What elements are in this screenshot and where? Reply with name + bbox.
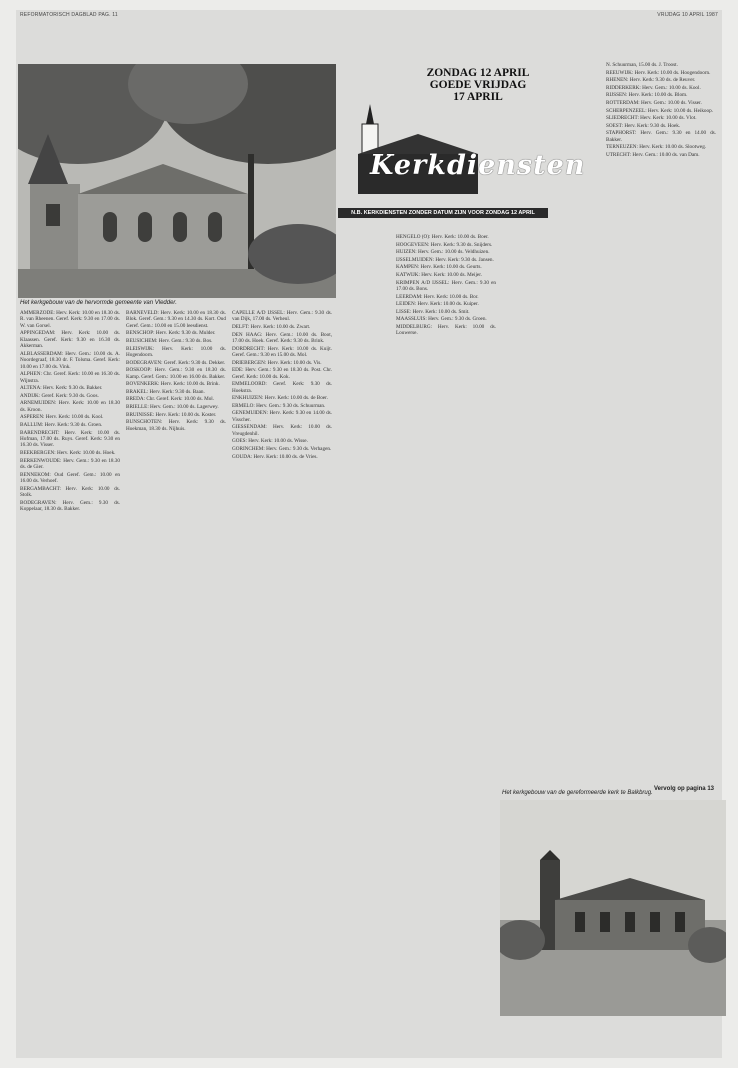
listing-entry: ERMELO: Herv. Gem.: 9.30 ds. Schuurman. <box>232 402 326 409</box>
listing-entry: HENGELO (O): Herv. Kerk: 10.00 ds. Boer. <box>396 234 489 240</box>
page-header-date: VRIJDAG 10 APRIL 1987 <box>657 12 718 18</box>
listing-entry: BARNEVELD: Herv. Kerk: 10.00 en 18.30 ds. Blok. Geref. Gem.: 9.30 en 14.30 ds. Kort. Oud Geref. Gem.: 10.00 en 15.00 leesdienst. <box>126 310 226 329</box>
kerkdiensten-masthead <box>338 62 586 230</box>
listing-entry: MAASSLUIS: Herv. Gem.: 9.30 ds. Groen. <box>396 316 487 323</box>
listing-entry: BENNEKOM: Oud Geref. Gem.: 10.00 en 16.00 ds. Verhoef. <box>20 471 120 484</box>
listing-entry: BARENDRECHT: Herv. Kerk: 10.00 ds. Hofman, 17.00 ds. Ruys. Geref. Kerk: 9.30 en 16.30 ds. Visser. <box>20 429 120 449</box>
listing-entry: BENSCHOP: Herv. Kerk: 9.30 ds. Mulder. <box>126 330 216 337</box>
listing-entry: SLIEDRECHT: Herv. Kerk: 10.00 ds. Vlot. <box>606 115 697 122</box>
listing-entry: GENEMUIDEN: Herv. Kerk: 9.30 en 14.00 ds. Visscher. <box>232 410 332 423</box>
listing-entry: SOEST: Herv. Kerk: 9.30 ds. Hoek. <box>606 122 681 129</box>
listing-entry: BALLUM: Herv. Kerk: 9.30 ds. Groen. <box>20 422 103 428</box>
listing-entry: STAPHORST: Herv. Gem.: 9.30 en 14.00 ds. Bakker. <box>606 130 716 143</box>
listing-entry: RIDDERKERK: Herv. Gem.: 10.00 ds. Kool. <box>606 84 701 91</box>
date-line-2: GOEDE VRIJDAG <box>429 79 527 91</box>
listing-entry: BODEGRAVEN: Geref. Kerk: 9.30 ds. Dekker. <box>126 359 226 366</box>
listing-entry: DORDRECHT: Herv. Kerk: 10.00 ds. Kuijt. Geref. Gem.: 9.30 en 15.00 ds. Mol. <box>232 345 332 358</box>
listing-entry: EMMELOORD: Geref. Kerk: 9.30 ds. Hoekstra. <box>232 381 332 394</box>
listing-entry: N. Schuurman, 15.00 ds. J. Troost. <box>606 62 678 68</box>
listing-entry: CAPELLE A/D IJSSEL: Herv. Gem.: 9.30 ds. van Dijk, 17.00 ds. Verheul. <box>232 310 332 323</box>
church-photo-balkbrug-image <box>500 800 726 1016</box>
listing-entry: KRIMPEN A/D IJSSEL: Herv. Gem.: 9.30 en 17.00 ds. Bons. <box>396 279 496 292</box>
listing-entry: GOUDA: Herv. Kerk: 10.00 ds. de Vries. <box>232 453 318 460</box>
listing-column-4 <box>396 234 496 1050</box>
listing-entry: ARNEMUIDEN: Herv. Kerk: 10.00 en 18.30 ds. Kroon. <box>20 400 120 413</box>
listing-column-5 <box>606 62 716 782</box>
listing-entry: MIDDELBURG: Herv. Kerk: 10.00 ds. Louwerse. <box>396 323 496 337</box>
continued-on-page-link[interactable]: Vervolg op pagina 13 <box>653 786 714 792</box>
listing-column-2 <box>126 310 226 1050</box>
masthead-note: N.B. KERKDIENSTEN ZONDER DATUM ZIJN VOOR ZONDAG 12 APRIL <box>351 210 535 216</box>
listing-entry: EDE: Herv. Gem.: 9.30 en 18.30 ds. Post. Chr. Geref. Kerk: 10.00 ds. Kok. <box>232 367 332 380</box>
listing-entry: BREDA: Chr. Geref. Kerk: 10.00 ds. Mol. <box>126 396 215 403</box>
listing-entry: BRIELLE: Herv. Gem.: 10.00 ds. Lagerwey. <box>126 403 219 410</box>
listing-entry: REEUWIJK: Herv. Kerk: 10.00 ds. Hoogendoorn. <box>606 69 711 76</box>
church-photo-vledder-image <box>18 64 336 298</box>
date-line-1: ZONDAG 12 APRIL <box>426 67 530 79</box>
listing-entry: BRUINISSE: Herv. Kerk: 10.00 ds. Koster. <box>126 411 217 418</box>
newspaper-page <box>16 10 722 1058</box>
listing-entry: ROTTERDAM: Herv. Gem.: 10.00 ds. Visser. <box>606 99 702 106</box>
listing-entry: DRIEBERGEN: Herv. Kerk: 10.00 ds. Vis. <box>232 359 322 366</box>
listing-entry: APPINGEDAM: Herv. Kerk: 10.00 ds. Klaassen. Geref. Kerk: 9.30 en 16.30 ds. Akkerman. <box>20 330 120 350</box>
listing-entry: BLEISWIJK: Herv. Kerk: 10.00 ds. Hogendoorn. <box>126 345 226 358</box>
listing-entry: BOSKOOP: Herv. Gem.: 9.30 en 18.30 ds. Kamp. Geref. Gem.: 10.00 en 16.00 ds. Bakker. <box>126 367 226 380</box>
listing-entry: KAMPEN: Herv. Kerk: 10.00 ds. Geurts. <box>396 264 482 271</box>
photo1-caption: Het kerkgebouw van de hervormde gemeente van Vledder. <box>20 300 177 306</box>
listing-entry: ALTENA: Herv. Kerk: 9.30 ds. Bakker. <box>20 385 103 392</box>
listing-entry: RHENEN: Herv. Kerk: 9.30 ds. de Reuver. <box>606 77 696 84</box>
listing-entry: GOES: Herv. Kerk: 10.00 ds. Wisse. <box>232 438 308 445</box>
listing-entry: KATWIJK: Herv. Kerk: 10.00 ds. Meijer. <box>396 271 482 278</box>
listing-entry: SCHERPENZEEL: Herv. Kerk: 10.00 ds. Heikoop. <box>606 107 714 114</box>
church-photo-vledder <box>18 64 336 298</box>
listing-entry: LISSE: Herv. Kerk: 10.00 ds. Smit. <box>396 308 470 315</box>
listing-entry: ASPEREN: Herv. Kerk: 10.00 ds. Kool. <box>20 414 104 421</box>
listing-entry: DELFT: Herv. Kerk: 10.00 ds. Zwart. <box>232 324 311 330</box>
listing-entry: BEEKBERGEN: Herv. Kerk: 10.00 ds. Hoek. <box>20 450 116 456</box>
listing-entry: BERGAMBACHT: Herv. Kerk: 10.00 ds. Stolk. <box>20 485 120 498</box>
listing-entry: BUNSCHOTEN: Herv. Kerk: 9.30 ds. Hoekman, 18.30 ds. Nijhuis. <box>126 419 226 432</box>
listing-entry: ANDIJK: Geref. Kerk: 9.30 ds. Goos. <box>20 392 99 399</box>
photo2-caption: Het kerkgebouw van de gereformeerde kerk te Balkbrug. <box>502 790 653 796</box>
listing-entry: TERNEUZEN: Herv. Kerk: 10.00 ds. Slootweg. <box>606 144 707 151</box>
listing-entry: ALPHEN: Chr. Geref. Kerk: 10.00 en 16.30 ds. Wijnstra. <box>20 371 120 384</box>
listing-entry: HUIZEN: Herv. Gem.: 10.00 ds. Veldhuizen. <box>396 249 490 256</box>
date-line-3: 17 APRIL <box>453 91 503 103</box>
masthead-dates <box>413 67 543 103</box>
listing-entry: UTRECHT: Herv. Gem.: 10.00 ds. van Dam. <box>606 151 700 158</box>
listing-entry: DEN HAAG: Herv. Gem.: 10.00 ds. Boot, 17.00 ds. Hoek. Geref. Kerk: 9.30 ds. Brink. <box>232 331 332 344</box>
listing-entry: BODEGRAVEN: Herv. Gem.: 9.30 ds. Koppelaar, 18.30 ds. Bakker. <box>20 499 120 512</box>
page-header-left: REFORMATORISCH DAGBLAD PAG. 11 <box>20 12 118 18</box>
listing-entry: HOOGEVEEN: Herv. Kerk: 9.30 ds. Snijders. <box>396 241 493 248</box>
listing-entry: AMMERZODE: Herv. Kerk: 10.00 en 18.30 ds. R. van Rheenen. Geref. Kerk: 9.30 en 17.00 ds. W. van Gorsel. <box>20 310 120 329</box>
listing-entry: GORINCHEM: Herv. Gem.: 9.30 ds. Verhagen. <box>232 445 332 452</box>
listing-entry: BEUSICHEM: Herv. Gem.: 9.30 ds. Bos. <box>126 338 213 344</box>
listing-entry: BERKENWOUDE: Herv. Gem.: 9.30 en 18.30 ds. de Gier. <box>20 457 120 470</box>
listing-entry: LEERDAM: Herv. Kerk: 10.00 ds. Bor. <box>396 293 479 300</box>
listing-entry: RIJSSEN: Herv. Kerk: 10.00 ds. Blom. <box>606 92 688 99</box>
listing-column-1 <box>20 310 120 1050</box>
masthead-title: Kerkdiensten <box>370 150 586 181</box>
listing-entry: BRAKEL: Herv. Kerk: 9.30 ds. Baan. <box>126 388 205 395</box>
listing-column-3 <box>232 310 332 1050</box>
listing-entry: BOVENKERK: Herv. Kerk: 10.00 ds. Brink. <box>126 381 220 388</box>
listing-entry: ALBLASSERDAM: Herv. Gem.: 10.00 ds. A. Noordegraaf, 18.30 dr. F. Tolsma. Geref. Kerk: 10.00 en 17.00 ds. Vink. <box>20 350 120 370</box>
listing-entry: IJSSELMUIDEN: Herv. Kerk: 9.30 ds. Jansen. <box>396 256 494 263</box>
listing-entry: ENKHUIZEN: Herv. Kerk: 10.00 ds. de Boer. <box>232 395 328 402</box>
church-photo-balkbrug <box>500 800 726 1016</box>
listing-entry: GIESSENDAM: Herv. Kerk: 10.00 ds. Vreugdenhil. <box>232 424 332 437</box>
listing-entry: LEIDEN: Herv. Kerk: 10.00 ds. Kuiper. <box>396 301 479 308</box>
